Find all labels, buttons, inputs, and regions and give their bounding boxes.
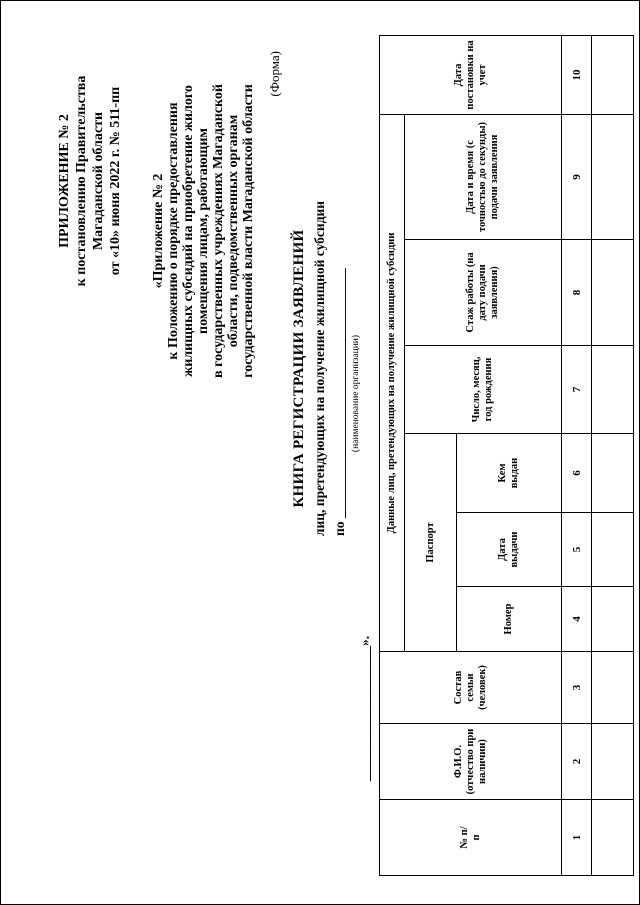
column-number-cell: 10 [562, 35, 592, 114]
col-header-passport-issue-date: Дата выдачи [457, 513, 562, 587]
closing-quote: ____________________». [357, 635, 372, 781]
appendix-header-line: от «10» июня 2022 г. № 511-пп [108, 86, 123, 276]
appendix-reference-line: «Приложение № 2 [151, 173, 166, 289]
empty-data-cell [592, 240, 634, 346]
form-label: (Форма) [267, 51, 282, 97]
col-header-fio: Ф.И.О. (отчество при наличии) [380, 724, 562, 800]
empty-data-cell [592, 724, 634, 800]
appendix-reference-line: области, подведомственных органам [226, 114, 241, 348]
col-header-registration-date: Дата постановки на учет [380, 35, 562, 114]
column-number-cell: 1 [562, 800, 592, 876]
appendix-reference-line: в государственных учреждениях Магаданской [211, 84, 226, 378]
appendix-header-line: ПРИЛОЖЕНИЕ № 2 [57, 114, 72, 248]
col-header-work-experience: Стаж работы (на дату подачи заявления) [405, 240, 562, 346]
appendix-header-line: к постановлению Правительства [74, 75, 89, 287]
organization-line [332, 268, 348, 536]
rotated-page-content [1, 1, 640, 905]
column-numbers-row [562, 35, 592, 875]
empty-data-cell [592, 800, 634, 876]
document-subtitle: лиц, претендующих на получение жилищной субсидии [312, 200, 327, 537]
empty-data-cell [592, 652, 634, 724]
organization-hint: (наименование организации) [351, 334, 361, 453]
empty-data-cell [592, 35, 634, 114]
empty-data-cell [592, 114, 634, 239]
column-number-cell: 6 [562, 434, 592, 513]
empty-data-cell [592, 434, 634, 513]
column-number-cell: 5 [562, 513, 592, 587]
col-header-number: № п/п [380, 800, 562, 876]
empty-data-cell [592, 513, 634, 587]
empty-data-cell [592, 587, 634, 652]
appendix-reference-line: жилищных субсидий на приобретение жилого [181, 85, 196, 377]
col-header-passport-number: Номер [457, 587, 562, 652]
col-header-submission-datetime: Дата и время (с точностью до секунды) подачи заявления [405, 114, 562, 239]
registration-table [379, 35, 634, 876]
column-number-cell: 8 [562, 240, 592, 346]
organization-blank: _____________________________________ [332, 268, 347, 519]
col-header-birthdate: Число, месяц, год рождения [405, 346, 562, 434]
appendix-reference-line: государственной власти Магаданской области [241, 84, 256, 378]
col-header-applicant-data-group: Данные лиц, претендующих на получение жилищной субсидии [380, 114, 405, 651]
appendix-reference-line: к Положению о порядке предоставления [166, 102, 181, 360]
col-header-passport: Паспорт [405, 434, 457, 652]
column-number-cell: 7 [562, 346, 592, 434]
document-title: КНИГА РЕГИСТРАЦИИ ЗАЯВЛЕНИЙ [291, 229, 307, 508]
empty-data-cell [592, 346, 634, 434]
column-number-cell: 9 [562, 114, 592, 239]
col-header-passport-issuer: Кем выдан [457, 434, 562, 513]
appendix-reference [151, 16, 256, 446]
column-number-cell: 2 [562, 724, 592, 800]
appendix-header-line: Магаданской области [91, 111, 106, 251]
col-header-family: Состав семьи (человек) [380, 652, 562, 724]
column-number-cell: 4 [562, 587, 592, 652]
appendix-reference-line: помещения лицам, работающим [196, 128, 211, 334]
appendix-header [56, 16, 124, 346]
column-number-cell: 3 [562, 652, 592, 724]
empty-data-row [592, 35, 634, 875]
organization-line-prefix: по [332, 521, 347, 536]
